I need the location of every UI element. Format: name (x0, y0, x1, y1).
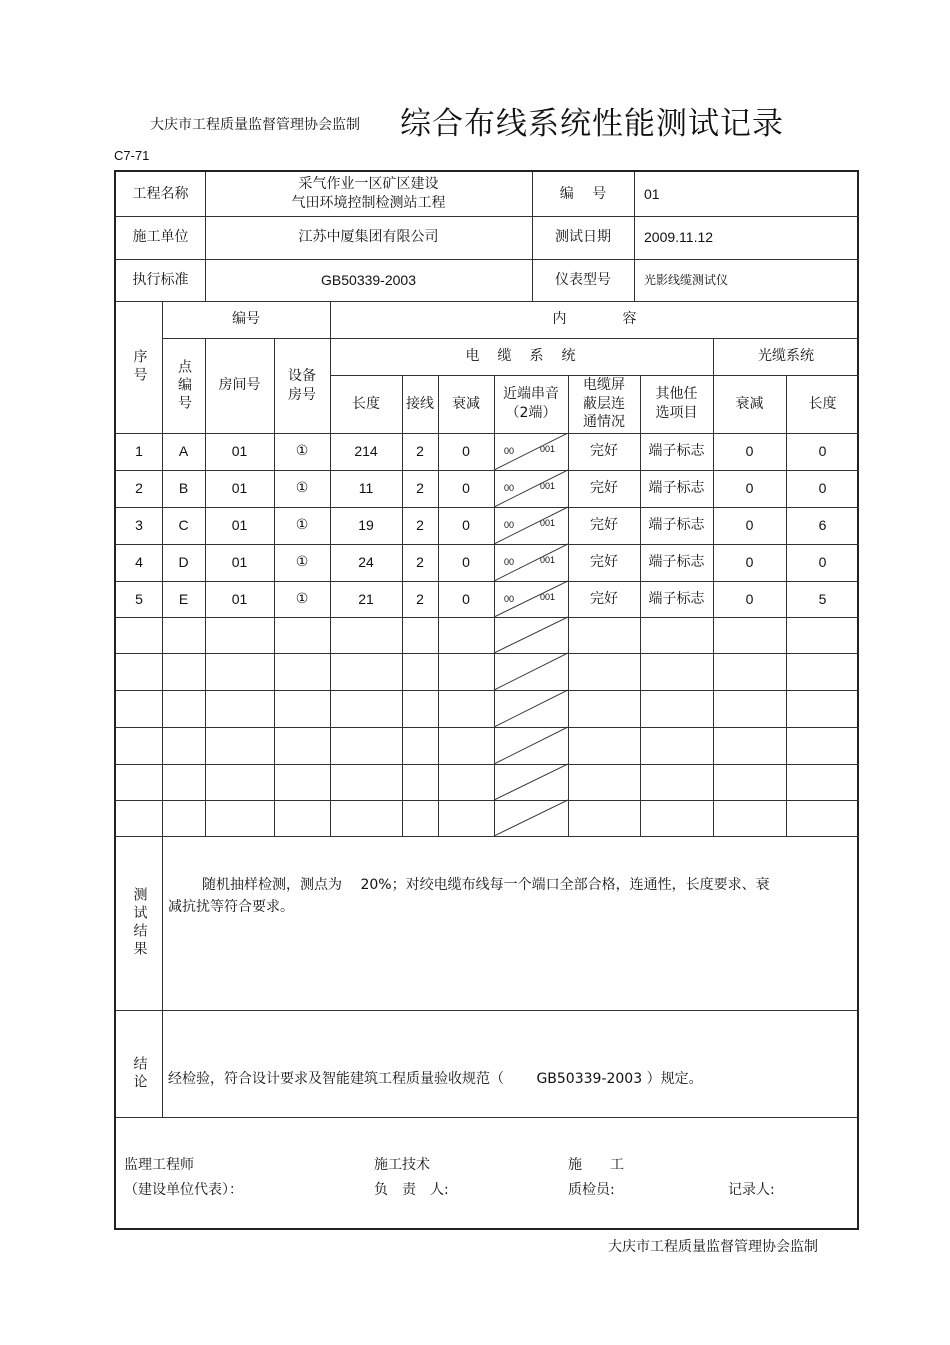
row-attenuation: 0 (462, 591, 470, 608)
header-seq: 序号 (131, 349, 148, 385)
next-diagonal (494, 653, 568, 690)
row-point: A (178, 443, 189, 460)
row-other: 端子标志 (648, 480, 705, 497)
test-date-label: 测试日期 (555, 229, 611, 246)
row-shield: 完好 (590, 517, 618, 534)
row-attenuation: 0 (462, 480, 470, 497)
sign-supervisor-line1: 监理工程师 (124, 1157, 194, 1173)
row-other: 端子标志 (648, 591, 705, 608)
row-point: E (178, 591, 189, 608)
next-diagonal (494, 617, 568, 653)
sign-construction-line2: 质检员: (568, 1182, 615, 1198)
next-diagonal (494, 800, 568, 836)
row-fiber-attenuation: 0 (745, 554, 754, 571)
row-room: 01 (231, 443, 248, 460)
project-name-value (205, 172, 532, 216)
row-next-far: 001 (540, 592, 556, 602)
standard-value: GB50339-2003 (321, 271, 416, 288)
sign-recorder: 记录人: (728, 1182, 775, 1198)
header-device-room: 设备房号 (288, 367, 316, 403)
row-other: 端子标志 (648, 554, 705, 571)
header-length: 长度 (352, 395, 380, 412)
row-attenuation: 0 (462, 517, 470, 534)
sign-tech-line2: 负 责 人: (374, 1182, 449, 1198)
row-point: D (178, 554, 189, 571)
record-form (114, 170, 859, 1230)
row-device: ① (295, 517, 309, 534)
sign-tech (374, 1154, 449, 1201)
sign-construction-line1: 施 工 (568, 1157, 624, 1173)
next-diagonal (494, 470, 568, 507)
row-wiring: 2 (416, 480, 424, 497)
row-device: ① (295, 591, 309, 608)
row-next-near: 00 (504, 594, 515, 604)
next-diagonal (494, 581, 568, 617)
instrument-label: 仪表型号 (555, 271, 611, 288)
next-diagonal (494, 433, 568, 470)
row-device: ① (295, 443, 309, 460)
row-fiber-length: 5 (818, 591, 827, 608)
row-length: 21 (358, 591, 374, 608)
row-next-far: 001 (540, 444, 556, 454)
header-point-no: 点编号 (175, 358, 192, 413)
next-diagonal (494, 544, 568, 581)
header-shield: 电缆屏蔽层连通情况 (583, 376, 625, 431)
header-next: 近端串音（2端） (503, 386, 559, 421)
row-fiber-length: 0 (818, 443, 827, 460)
header-fiber-system: 光缆系统 (758, 348, 814, 365)
sign-supervisor-line2: （建设单位代表）： (124, 1182, 243, 1198)
next-diagonal (494, 727, 568, 764)
row-attenuation: 0 (462, 554, 470, 571)
header-numbering: 编号 (232, 311, 260, 328)
row-wiring: 2 (416, 517, 424, 534)
next-diagonals (494, 433, 568, 836)
row-device: ① (295, 554, 309, 571)
next-diagonal (494, 764, 568, 800)
header-fiber-length: 长度 (808, 395, 837, 412)
row-room: 01 (231, 591, 248, 608)
row-next-near: 00 (504, 557, 515, 567)
row-length: 11 (358, 480, 374, 497)
sign-construction (568, 1154, 624, 1201)
row-shield: 完好 (590, 443, 618, 460)
sign-supervisor (124, 1154, 243, 1201)
conclusion-label: 结论 (131, 1055, 148, 1092)
row-fiber-attenuation: 0 (745, 591, 754, 608)
row-seq: 3 (135, 517, 143, 534)
row-fiber-attenuation: 0 (745, 480, 754, 497)
row-next-far: 001 (540, 555, 556, 565)
project-name-line1: 采气作业一区矿区建设 (298, 176, 439, 193)
row-shield: 完好 (590, 480, 618, 497)
serial-value: 01 (644, 185, 660, 202)
row-fiber-attenuation: 0 (745, 517, 754, 534)
row-next-near: 00 (504, 520, 515, 530)
conclusion-text: 经检验，符合设计要求及智能建筑工程质量验收规范（ GB50339-2003 ）规定。 (168, 1071, 703, 1087)
project-name-line2: 气田环境控制检测站工程 (291, 195, 446, 211)
next-diagonal (494, 507, 568, 544)
header-other: 其他任选项目 (655, 386, 698, 421)
instrument-value: 光影线缆测试仪 (644, 272, 729, 287)
header-content: 内 容 (552, 311, 637, 328)
row-room: 01 (231, 554, 248, 571)
row-seq: 4 (135, 554, 143, 571)
row-device: ① (295, 480, 309, 497)
form-number: C7-71 (114, 148, 150, 163)
contractor-label: 施工单位 (132, 229, 189, 246)
result-label: 测试结果 (131, 887, 148, 959)
row-wiring: 2 (416, 591, 424, 608)
row-shield: 完好 (590, 554, 618, 571)
row-room: 01 (231, 517, 248, 534)
row-next-far: 001 (540, 518, 556, 528)
header-attenuation: 衰减 (452, 395, 480, 412)
row-fiber-attenuation: 0 (745, 443, 754, 460)
header-cable-system: 电 缆 系 统 (465, 348, 578, 365)
next-diagonal (494, 690, 568, 727)
project-name-label: 工程名称 (132, 185, 189, 202)
contractor-value: 江苏中厦集团有限公司 (298, 229, 439, 246)
test-date-value: 2009.11.12 (644, 229, 714, 246)
page-title: 综合布线系统性能测试记录 (400, 106, 784, 142)
issuer-header: 大庆市工程质量监督管理协会监制 (150, 117, 360, 133)
sign-tech-line1: 施工技术 (374, 1157, 430, 1173)
row-next-near: 00 (504, 446, 515, 456)
row-next-near: 00 (504, 483, 515, 493)
row-shield: 完好 (590, 591, 618, 608)
header-room-no: 房间号 (218, 377, 261, 394)
row-seq: 5 (135, 591, 143, 608)
result-text-line1: 随机抽样检测，测点为 20%；对绞电缆布线每一个端口全部合格，连通性，长度要求、衰 (202, 877, 770, 893)
serial-label: 编 号 (559, 185, 607, 202)
header-wiring: 接线 (406, 395, 434, 412)
row-fiber-length: 6 (818, 517, 827, 534)
result-text-line2: 减抗扰等符合要求。 (168, 899, 294, 915)
row-attenuation: 0 (462, 443, 470, 460)
header-fiber-attenuation: 衰减 (735, 395, 764, 412)
result-text (168, 874, 858, 918)
standard-label: 执行标准 (132, 271, 189, 288)
row-fiber-length: 0 (818, 554, 827, 571)
row-length: 214 (354, 443, 378, 460)
issuer-footer: 大庆市工程质量监督管理协会监制 (608, 1239, 818, 1255)
row-length: 19 (358, 517, 374, 534)
row-length: 24 (358, 554, 374, 571)
row-room: 01 (231, 480, 248, 497)
row-next-far: 001 (540, 481, 556, 491)
row-wiring: 2 (416, 554, 424, 571)
row-wiring: 2 (416, 443, 424, 460)
row-seq: 1 (135, 443, 143, 460)
row-fiber-length: 0 (818, 480, 827, 497)
row-point: B (178, 480, 189, 497)
row-seq: 2 (135, 480, 143, 497)
row-other: 端子标志 (648, 443, 705, 460)
row-point: C (178, 517, 189, 534)
row-other: 端子标志 (648, 517, 705, 534)
